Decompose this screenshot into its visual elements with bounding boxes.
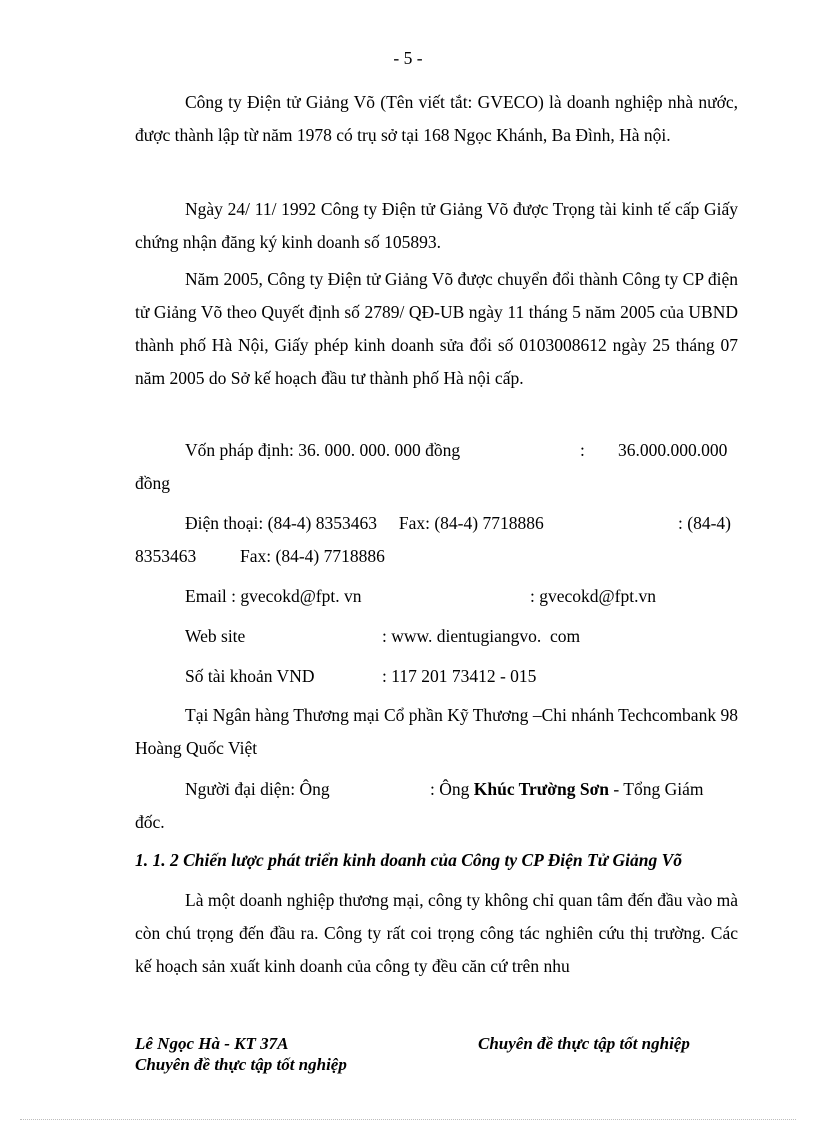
capital-label: Vốn pháp định: 36. 000. 000. 000 đồng [185, 440, 461, 460]
representative-line-2: đốc. [135, 812, 165, 832]
representative-name: Khúc Trường Sơn [473, 779, 609, 799]
capital-unit: đồng [135, 473, 170, 493]
representative-value [430, 779, 703, 800]
phone-tail: : (84-4) [678, 513, 731, 533]
representative-suffix: - Tổng Giám [609, 779, 704, 799]
website-value: : www. dientugiangvo. com [382, 626, 581, 646]
website-label: Web site [185, 626, 246, 646]
footer-author: Lê Ngọc Hà - KT 37A [135, 1034, 289, 1053]
account-value: : 117 201 73412 - 015 [382, 666, 537, 686]
paragraph-company-intro: Công ty Điện tử Giảng Võ (Tên viết tắt: GVECO) là doanh nghiệp nhà nước, được thành lập từ năm 1978 có trụ sở tại 168 Ngọc Khánh, Ba Đình, Hà nội. [135, 92, 738, 145]
account-label: Số tài khoản VND [185, 666, 315, 686]
phone-fax-line: Điện thoại: (84-4) 8353463 Fax: (84-4) 7718886 [185, 513, 544, 533]
page-bottom-divider [20, 1119, 796, 1120]
capital-colon: : [580, 440, 585, 460]
email-label: Email : gvecokd@fpt. vn [185, 586, 362, 606]
paragraph-conversion: Năm 2005, Công ty Điện tử Giảng Võ được chuyển đổi thành Công ty CP điện tử Giảng Võ theo Quyết định số 2789/ QĐ-UB ngày 11 tháng 5 năm 2005 của UBND thành phố Hà Nội, Giấy phép kinh doanh sửa đổi số 0103008612 ngày 25 tháng 07 năm 2005 do Sở kế hoạch đầu tư thành phố Hà nội cấp. [135, 269, 738, 388]
footer-title-right: Chuyên đề thực tập tốt nghiệp [478, 1034, 690, 1053]
section-heading: 1. 1. 2 Chiến lược phát triển kinh doanh của Công ty CP Điện Tử Giảng Võ [135, 850, 683, 870]
section-body: Là một doanh nghiệp thương mại, công ty không chỉ quan tâm đến đầu vào mà còn chú trọng đến đầu ra. Công ty rất coi trọng công tác nghiên cứu thị trường. Các kế hoạch sản xuất kinh doanh của công ty đều căn cứ trên nhu [135, 890, 738, 976]
phone-fax-line-2: 8353463 Fax: (84-4) 7718886 [135, 546, 385, 566]
footer-title-left: Chuyên đề thực tập tốt nghiệp [135, 1055, 347, 1074]
page-number: - 5 - [393, 48, 423, 68]
representative-prefix: : Ông [430, 779, 470, 799]
paragraph-registration: Ngày 24/ 11/ 1992 Công ty Điện tử Giảng Võ được Trọng tài kinh tế cấp Giấy chứng nhận đăng ký kinh doanh số 105893. [135, 199, 738, 252]
representative-label: Người đại diện: Ông [185, 779, 330, 799]
email-value: : gvecokd@fpt.vn [530, 586, 656, 606]
bank-paragraph: Tại Ngân hàng Thương mại Cổ phần Kỹ Thương –Chi nhánh Techcombank 98 Hoàng Quốc Việt [135, 705, 738, 758]
capital-value: 36.000.000.000 [618, 440, 728, 460]
